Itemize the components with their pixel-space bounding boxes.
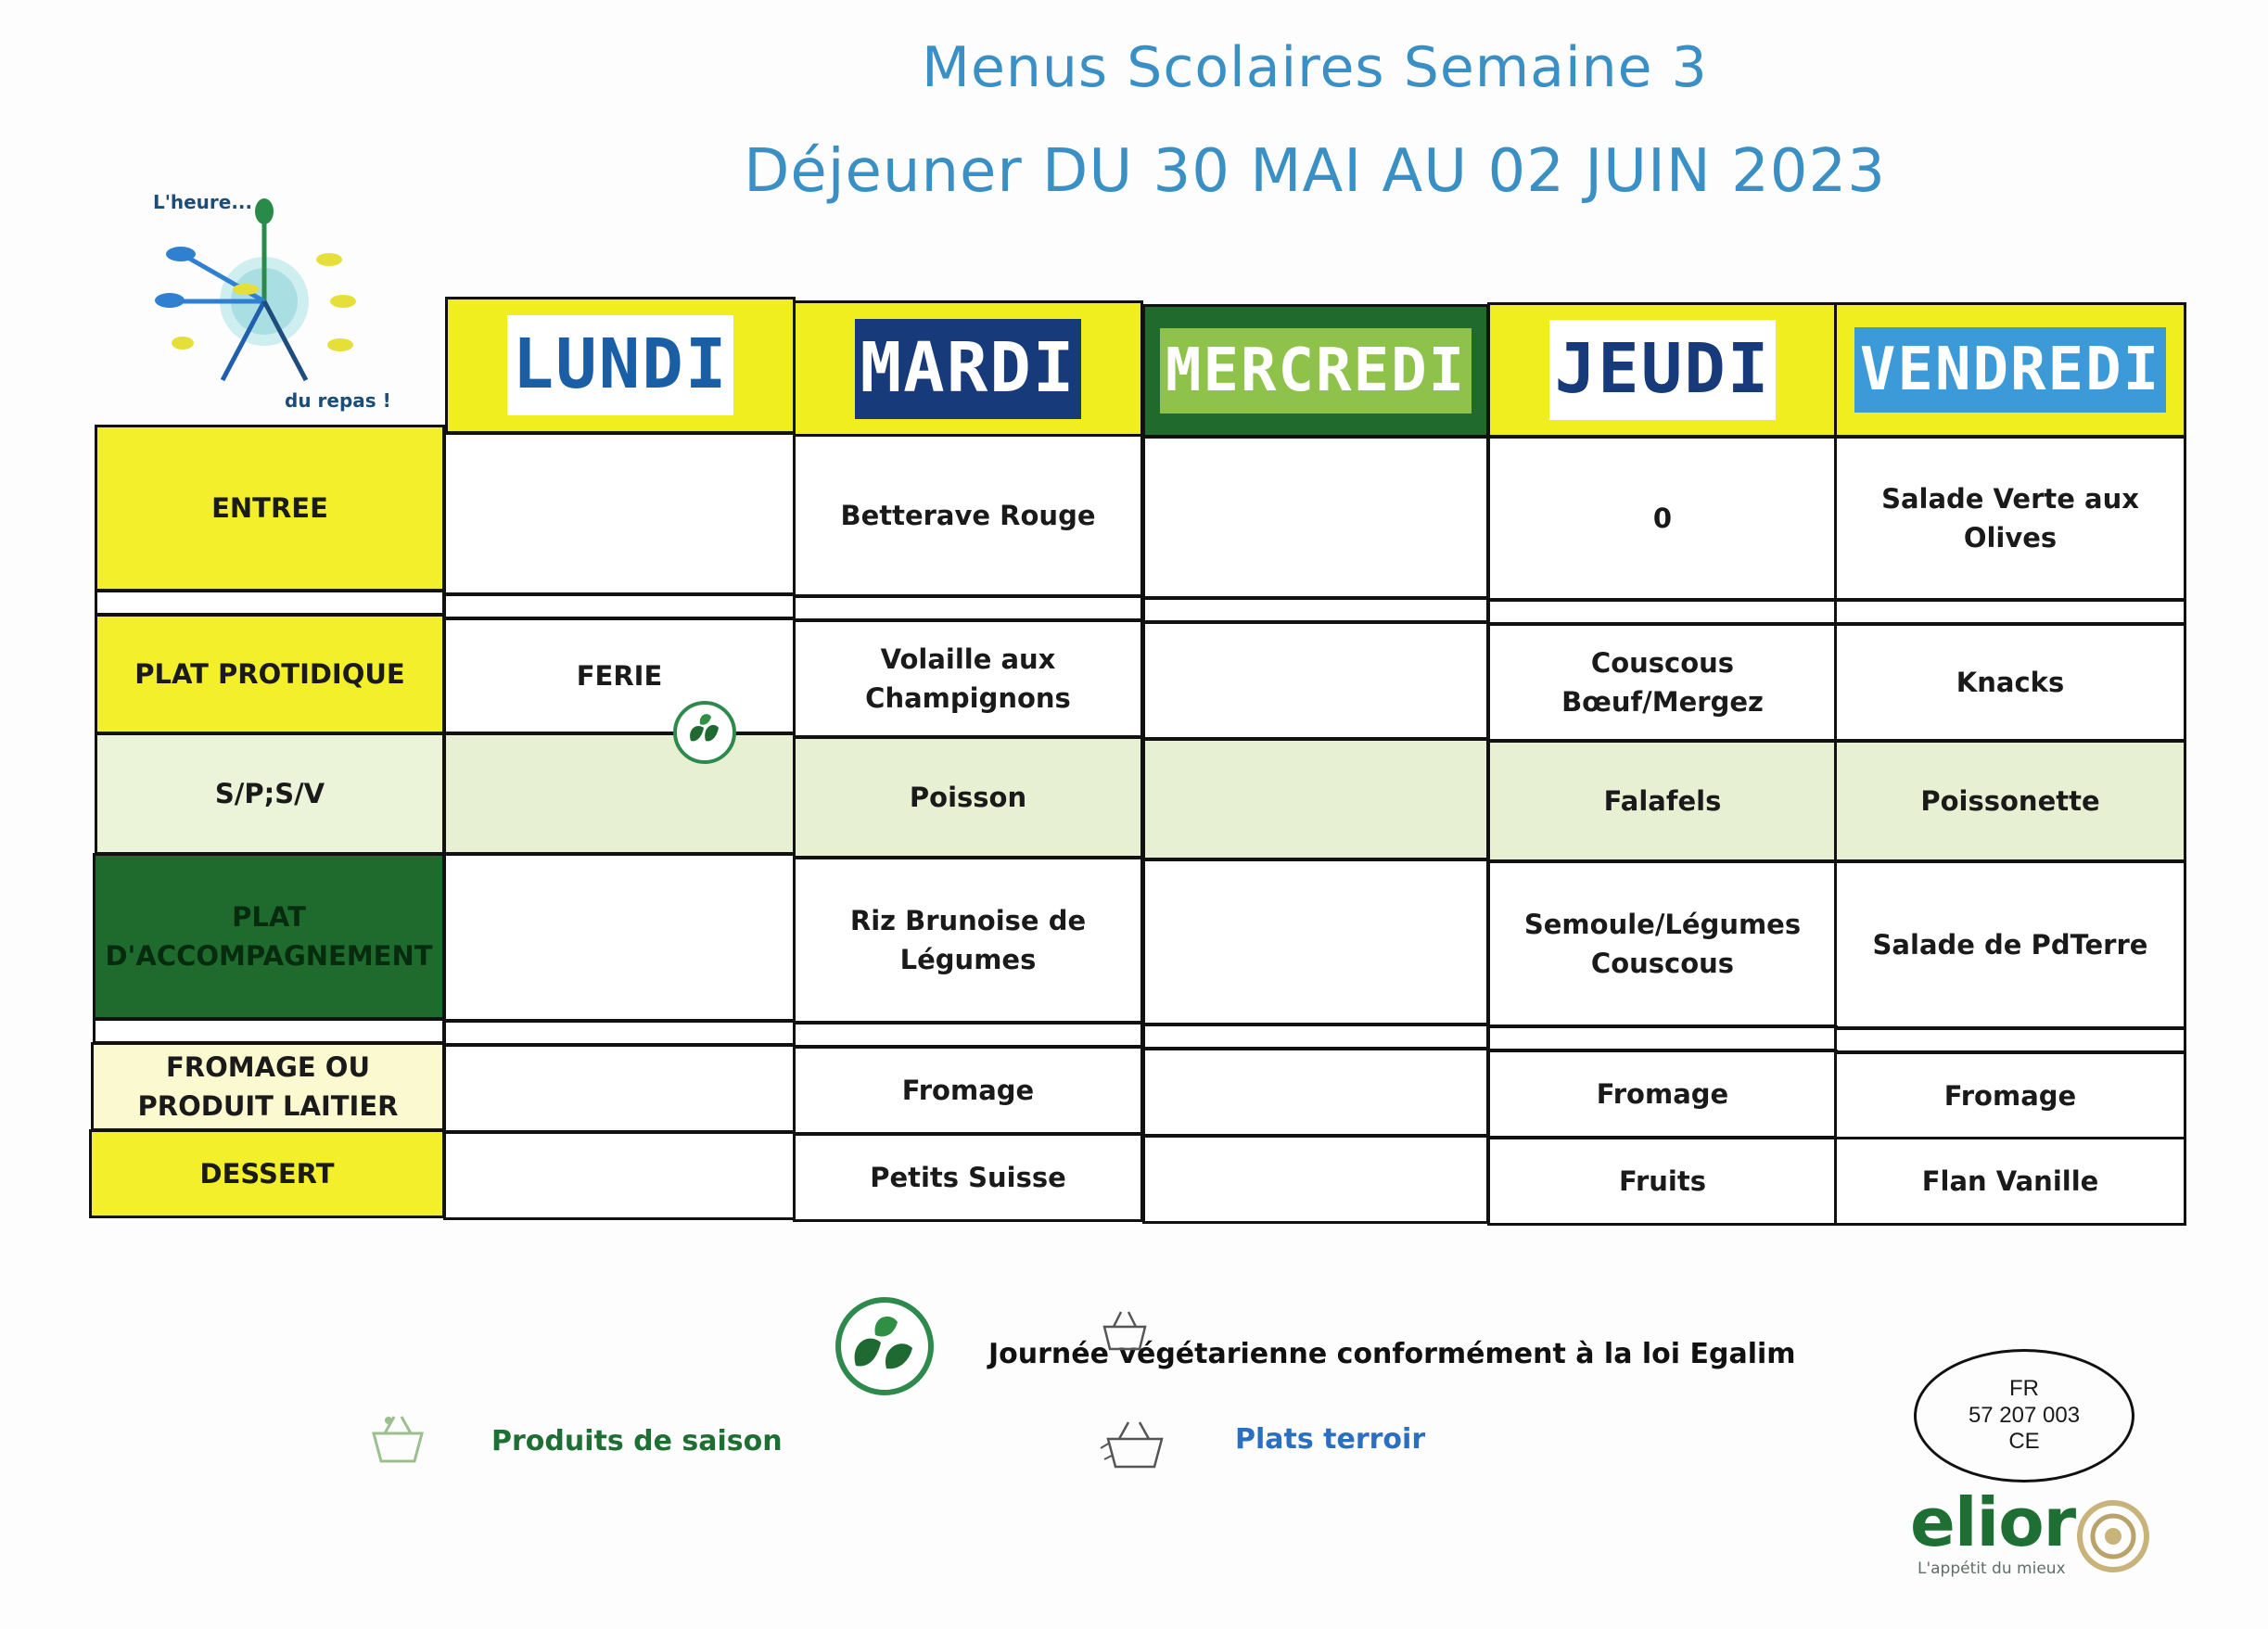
stamp-line: FR (2009, 1375, 2039, 1401)
spacer-row (95, 590, 445, 616)
cell-accomp-jeudi: Semoule/Légumes Couscous (1487, 860, 1838, 1027)
day-header-lundi (445, 297, 796, 434)
cell-dessert-vendredi: Flan Vanille (1834, 1137, 2186, 1226)
cell-dessert-mardi: Petits Suisse (793, 1133, 1143, 1222)
cell-accomp-mercredi (1142, 859, 1489, 1025)
day-header-jeudi (1487, 302, 1838, 438)
cell-entree-mercredi (1142, 436, 1489, 599)
day-label: LUNDI (507, 315, 734, 414)
cell-accomp-mardi: Riz Brunoise de Légumes (793, 857, 1143, 1024)
cell-accomp-lundi (443, 853, 796, 1022)
spacer-row (793, 1022, 1143, 1048)
row-label-entree: ENTREE (95, 425, 445, 592)
cell-fromage-mardi: Fromage (793, 1046, 1143, 1135)
spacer-row (93, 1018, 445, 1044)
cell-plat-mardi: Volaille aux Champignons (793, 619, 1143, 738)
cell-fromage-lundi (443, 1044, 796, 1133)
spacer-row (443, 593, 796, 619)
cell-plat-lundi: FERIE (443, 617, 796, 734)
cell-entree-vendredi: Salade Verte aux Olives (1834, 436, 2186, 601)
cell-dessert-lundi (443, 1131, 796, 1220)
spacer-row (1834, 1027, 2186, 1053)
day-label: MARDI (855, 319, 1082, 418)
health-mark-stamp (1914, 1349, 2134, 1483)
cell-dessert-mercredi (1142, 1135, 1489, 1224)
cell-entree-jeudi: 0 (1487, 436, 1838, 601)
spacer-row (1142, 597, 1489, 623)
day-header-mercredi (1142, 304, 1489, 438)
row-label-fromage: FROMAGE OU PRODUIT LAITIER (91, 1042, 445, 1131)
cell-spsv-mardi: Poisson (793, 736, 1143, 859)
cell-accomp-vendredi: Salade de PdTerre (1834, 860, 2186, 1029)
clock-logo (144, 185, 403, 417)
legend-vegetarian: Journée végétarienne conformément à la loi Egalim (988, 1338, 1796, 1370)
vegetarian-leaf-icon (833, 1296, 940, 1396)
day-label: VENDREDI (1854, 327, 2166, 414)
cell-entree-lundi (443, 432, 796, 595)
legend-saison: Produits de saison (491, 1425, 783, 1457)
cell-plat-mercredi (1142, 621, 1489, 740)
elior-tagline: L'appétit du mieux (1918, 1559, 2066, 1578)
row-label-dessert: DESSERT (89, 1129, 445, 1218)
cell-fromage-mercredi (1142, 1048, 1489, 1137)
row-label-accompagnement: PLAT D'ACCOMPAGNEMENT (93, 853, 445, 1020)
logo-top-text: L'heure... (153, 191, 253, 213)
menu-title: Menus Scolaires Semaine 3 (922, 35, 1708, 100)
legend-terroir: Plats terroir (1235, 1423, 1426, 1456)
menu-subtitle: Déjeuner DU 30 MAI AU 02 JUIN 2023 (744, 137, 1886, 206)
day-header-mardi (793, 300, 1143, 438)
row-label-spsv: S/P;S/V (95, 732, 445, 855)
elior-logo: elior (1910, 1483, 2076, 1561)
spacer-row (1487, 1025, 1838, 1051)
cell-spsv-lundi (443, 732, 796, 855)
cell-spsv-mercredi (1142, 738, 1489, 860)
spacer-row (1142, 1024, 1489, 1050)
basket-icon (1097, 1303, 1153, 1358)
cell-spsv-jeudi: Falafels (1487, 740, 1838, 862)
day-label: JEUDI (1549, 320, 1777, 419)
spacer-row (1834, 599, 2186, 625)
vegetarian-leaf-icon (672, 700, 737, 765)
cell-plat-jeudi: Couscous Bœuf/Mergez (1487, 623, 1838, 742)
day-header-vendredi (1834, 302, 2186, 438)
spacer-row (443, 1020, 796, 1046)
cell-fromage-vendredi: Fromage (1834, 1051, 2186, 1140)
row-label-plat-protidique: PLAT PROTIDIQUE (95, 614, 445, 734)
seasonal-basket-icon (366, 1407, 431, 1472)
stamp-line: CE (2008, 1429, 2040, 1455)
cell-dessert-jeudi: Fruits (1487, 1137, 1838, 1226)
stamp-line: 57 207 003 (1968, 1402, 2081, 1428)
cell-plat-vendredi: Knacks (1834, 623, 2186, 742)
spacer-row (1487, 599, 1838, 625)
cell-fromage-jeudi: Fromage (1487, 1050, 1838, 1139)
terroir-basket-icon (1097, 1411, 1171, 1476)
cell-entree-mardi: Betterave Rouge (793, 434, 1143, 597)
cell-spsv-vendredi: Poissonette (1834, 740, 2186, 862)
day-label: MERCREDI (1160, 328, 1472, 414)
elior-swirl-icon (2071, 1495, 2155, 1578)
spacer-row (793, 595, 1143, 621)
logo-bottom-text: du repas ! (285, 389, 391, 412)
clock-icon (144, 185, 403, 417)
